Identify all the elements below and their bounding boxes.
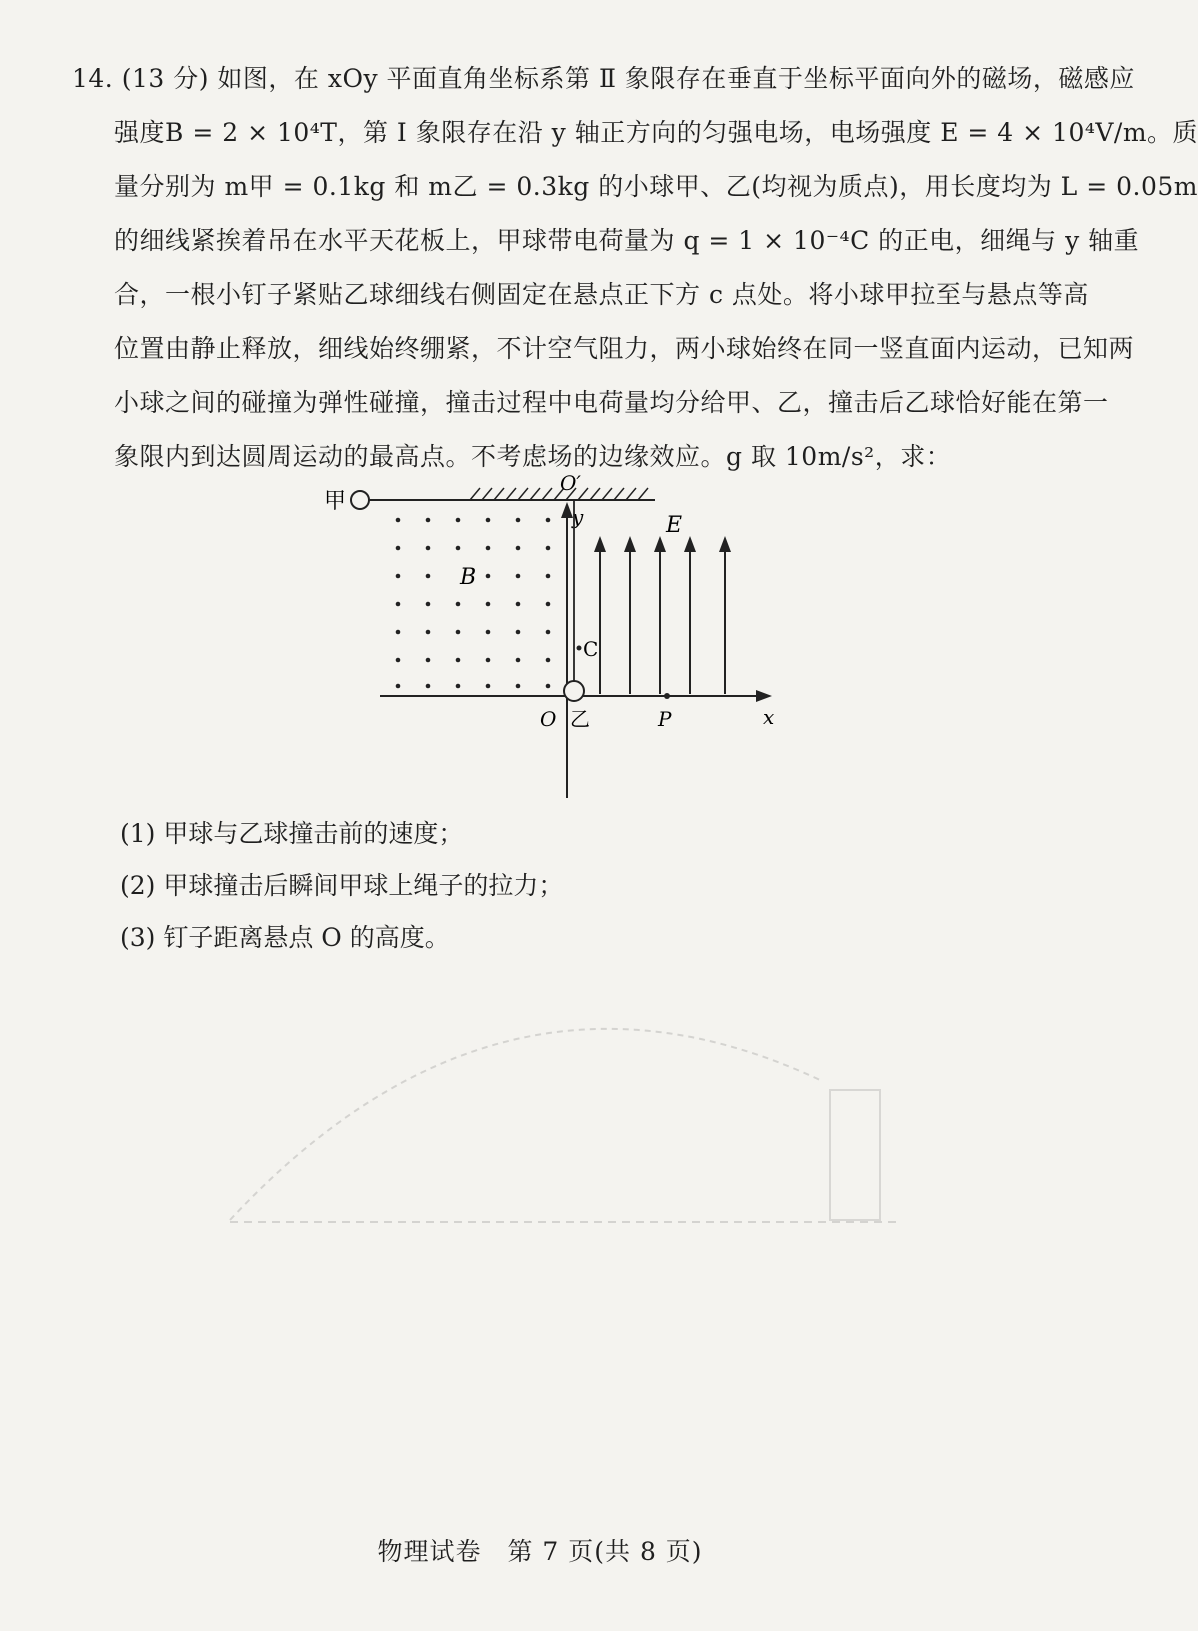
problem-line-8: 象限内到达圆周运动的最高点。不考虑场的边缘效应。g 取 10m/s²，求：	[114, 442, 952, 471]
ball-jia	[351, 491, 369, 509]
electric-field-arrowheads	[594, 536, 731, 552]
problem-line-2: 强度B = 2 × 10⁴T，第 Ⅰ 象限存在沿 y 轴正方向的匀强电场，电场强度 E = 4 × 10⁴V/m。质	[114, 118, 1198, 147]
ceiling-hatch	[470, 488, 648, 500]
problem-line-5: 合，一根小钉子紧贴乙球细线右侧固定在悬点正下方 c 点处。将小球甲拉至与悬点等高	[114, 280, 1089, 309]
question-3: (3) 钉子距离悬点 O 的高度。	[120, 923, 450, 952]
question-2: (2) 甲球撞击后瞬间甲球上绳子的拉力；	[120, 871, 564, 900]
problem-line-3: 量分别为 m甲 = 0.1kg 和 m乙 = 0.3kg 的小球甲、乙(均视为质点)，用长度均为 L = 0.05m	[114, 172, 1198, 201]
label-b: B	[460, 565, 477, 590]
label-y: y	[572, 505, 584, 529]
label-o: O	[540, 707, 557, 731]
label-e: E	[666, 513, 683, 538]
ball-yi	[564, 681, 584, 701]
label-yi: 乙	[570, 707, 590, 731]
problem-line-1: 14. (13 分) 如图，在 xOy 平面直角坐标系第 Ⅱ 象限存在垂直于坐标平面向外的磁场，磁感应	[72, 64, 1135, 93]
page-footer: 物理试卷 第 7 页(共 8 页)	[377, 1537, 703, 1566]
label-c: C	[583, 637, 599, 661]
label-jia: 甲	[324, 489, 347, 514]
bleed-through-diagram	[200, 960, 920, 1280]
x-axis-arrow	[756, 690, 772, 702]
problem-14	[72, 52, 1198, 484]
magnetic-field-dots	[396, 518, 551, 689]
problem-line-6: 位置由静止释放，细线始终绷紧，不计空气阻力，两小球始终在同一竖直面内运动，已知两	[114, 334, 1135, 363]
point-p	[664, 693, 670, 699]
problem-line-4: 的细线紧挨着吊在水平天花板上，甲球带电荷量为 q = 1 × 10⁻⁴C 的正电，细绳与 y 轴重	[114, 226, 1140, 255]
label-x: x	[763, 705, 775, 729]
physics-diagram	[320, 471, 820, 798]
questions	[120, 808, 563, 964]
electric-field-arrows	[600, 546, 725, 694]
problem-line-7: 小球之间的碰撞为弹性碰撞，撞击过程中电荷量均分给甲、乙，撞击后乙球恰好能在第一	[114, 388, 1109, 417]
label-o-prime: O′	[560, 471, 581, 495]
nail-c	[577, 646, 582, 651]
question-1: (1) 甲球与乙球撞击前的速度；	[120, 819, 464, 848]
label-p: P	[658, 707, 672, 731]
